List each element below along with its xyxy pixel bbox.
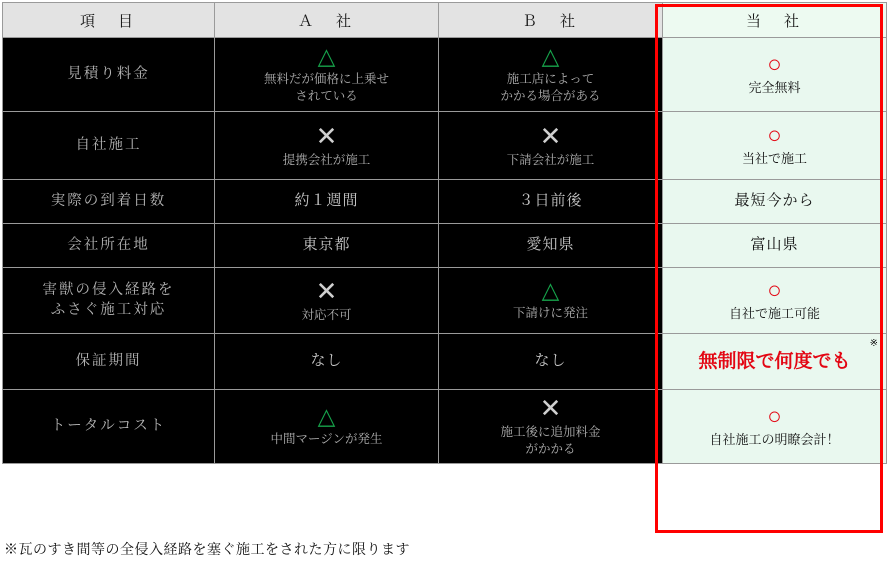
- cell-own-company: 富山県: [663, 224, 887, 268]
- cell-company-a: 東京都: [215, 224, 439, 268]
- table-row: [3, 334, 887, 390]
- row-label: トータルコスト: [3, 390, 215, 464]
- cell-text: 無制限で何度でも: [698, 350, 851, 372]
- circle-icon: ○: [767, 276, 782, 304]
- footnote: ※瓦のすき間等の全侵入経路を塞ぐ施工をされた方に限ります: [4, 541, 410, 557]
- cell-text: 施工後に追加料金 がかかる: [500, 425, 601, 456]
- cross-icon: ✕: [315, 120, 338, 151]
- header-company-a: Ａ 社: [215, 3, 439, 38]
- cell-company-a: [215, 38, 439, 112]
- cell-company-b: 愛知県: [439, 224, 663, 268]
- cell-text: 中間マージンが発生: [270, 432, 383, 447]
- cell-text: 自社施工の明瞭会計！: [709, 431, 840, 447]
- cell-own-company: 最短今から: [663, 180, 887, 224]
- circle-icon: ○: [767, 402, 782, 430]
- header-item: 項 目: [3, 3, 215, 38]
- table-row: [3, 180, 887, 224]
- table-row: [3, 224, 887, 268]
- cell-company-b: なし: [439, 334, 663, 390]
- row-label: 会社所在地: [3, 224, 215, 268]
- cell-company-b: ３日前後: [439, 180, 663, 224]
- cell-text: 無料だが価格に上乗せ されている: [263, 71, 389, 103]
- cell-own-company: [663, 390, 887, 464]
- cell-company-b: [439, 112, 663, 180]
- cell-company-a: なし: [215, 334, 439, 390]
- row-label: 実際の到着日数: [3, 180, 215, 224]
- header-company-b: Ｂ 社: [439, 3, 663, 38]
- table-row: [3, 268, 887, 334]
- cell-company-b: [439, 390, 663, 464]
- cell-company-b: [439, 268, 663, 334]
- cell-own-company: [663, 38, 887, 112]
- triangle-icon: △: [317, 42, 336, 69]
- triangle-icon: △: [541, 277, 560, 304]
- comparison-table: [2, 2, 887, 464]
- triangle-icon: △: [541, 42, 560, 69]
- table-body: [3, 38, 887, 464]
- circle-icon: ○: [767, 121, 782, 149]
- table-row: [3, 390, 887, 464]
- row-label: 害獣の侵入経路を ふさぐ施工対応: [3, 268, 215, 334]
- comparison-table-page: [0, 2, 888, 566]
- cell-own-company: [663, 334, 887, 390]
- cross-icon: ✕: [539, 393, 562, 424]
- cell-text: 施工店によって かかる場合がある: [500, 71, 601, 103]
- cell-company-b: [439, 38, 663, 112]
- triangle-icon: △: [317, 403, 336, 430]
- cell-company-a: 約１週間: [215, 180, 439, 224]
- cell-text: 提携会社が施工: [282, 152, 371, 167]
- cell-company-a: [215, 268, 439, 334]
- cell-text: 下請けに発注: [512, 306, 588, 321]
- cell-text: 完全無料: [748, 79, 801, 95]
- cell-company-a: [215, 112, 439, 180]
- row-label: 保証期間: [3, 334, 215, 390]
- cross-icon: ✕: [315, 275, 338, 306]
- cell-text: 対応不可: [301, 307, 352, 322]
- cell-own-company: [663, 112, 887, 180]
- row-label: 自社施工: [3, 112, 215, 180]
- footnote-marker: ※: [869, 338, 878, 349]
- cell-text: 当社で施工: [741, 150, 807, 166]
- cell-text: 下請会社が施工: [506, 152, 595, 167]
- row-label: 見積り料金: [3, 38, 215, 112]
- cell-text: 自社で施工可能: [728, 305, 820, 321]
- table-header-row: [3, 3, 887, 38]
- header-own-company: 当 社: [663, 3, 887, 38]
- cell-company-a: [215, 390, 439, 464]
- cross-icon: ✕: [539, 120, 562, 151]
- circle-icon: ○: [767, 50, 782, 78]
- table-row: [3, 112, 887, 180]
- cell-own-company: [663, 268, 887, 334]
- table-row: [3, 38, 887, 112]
